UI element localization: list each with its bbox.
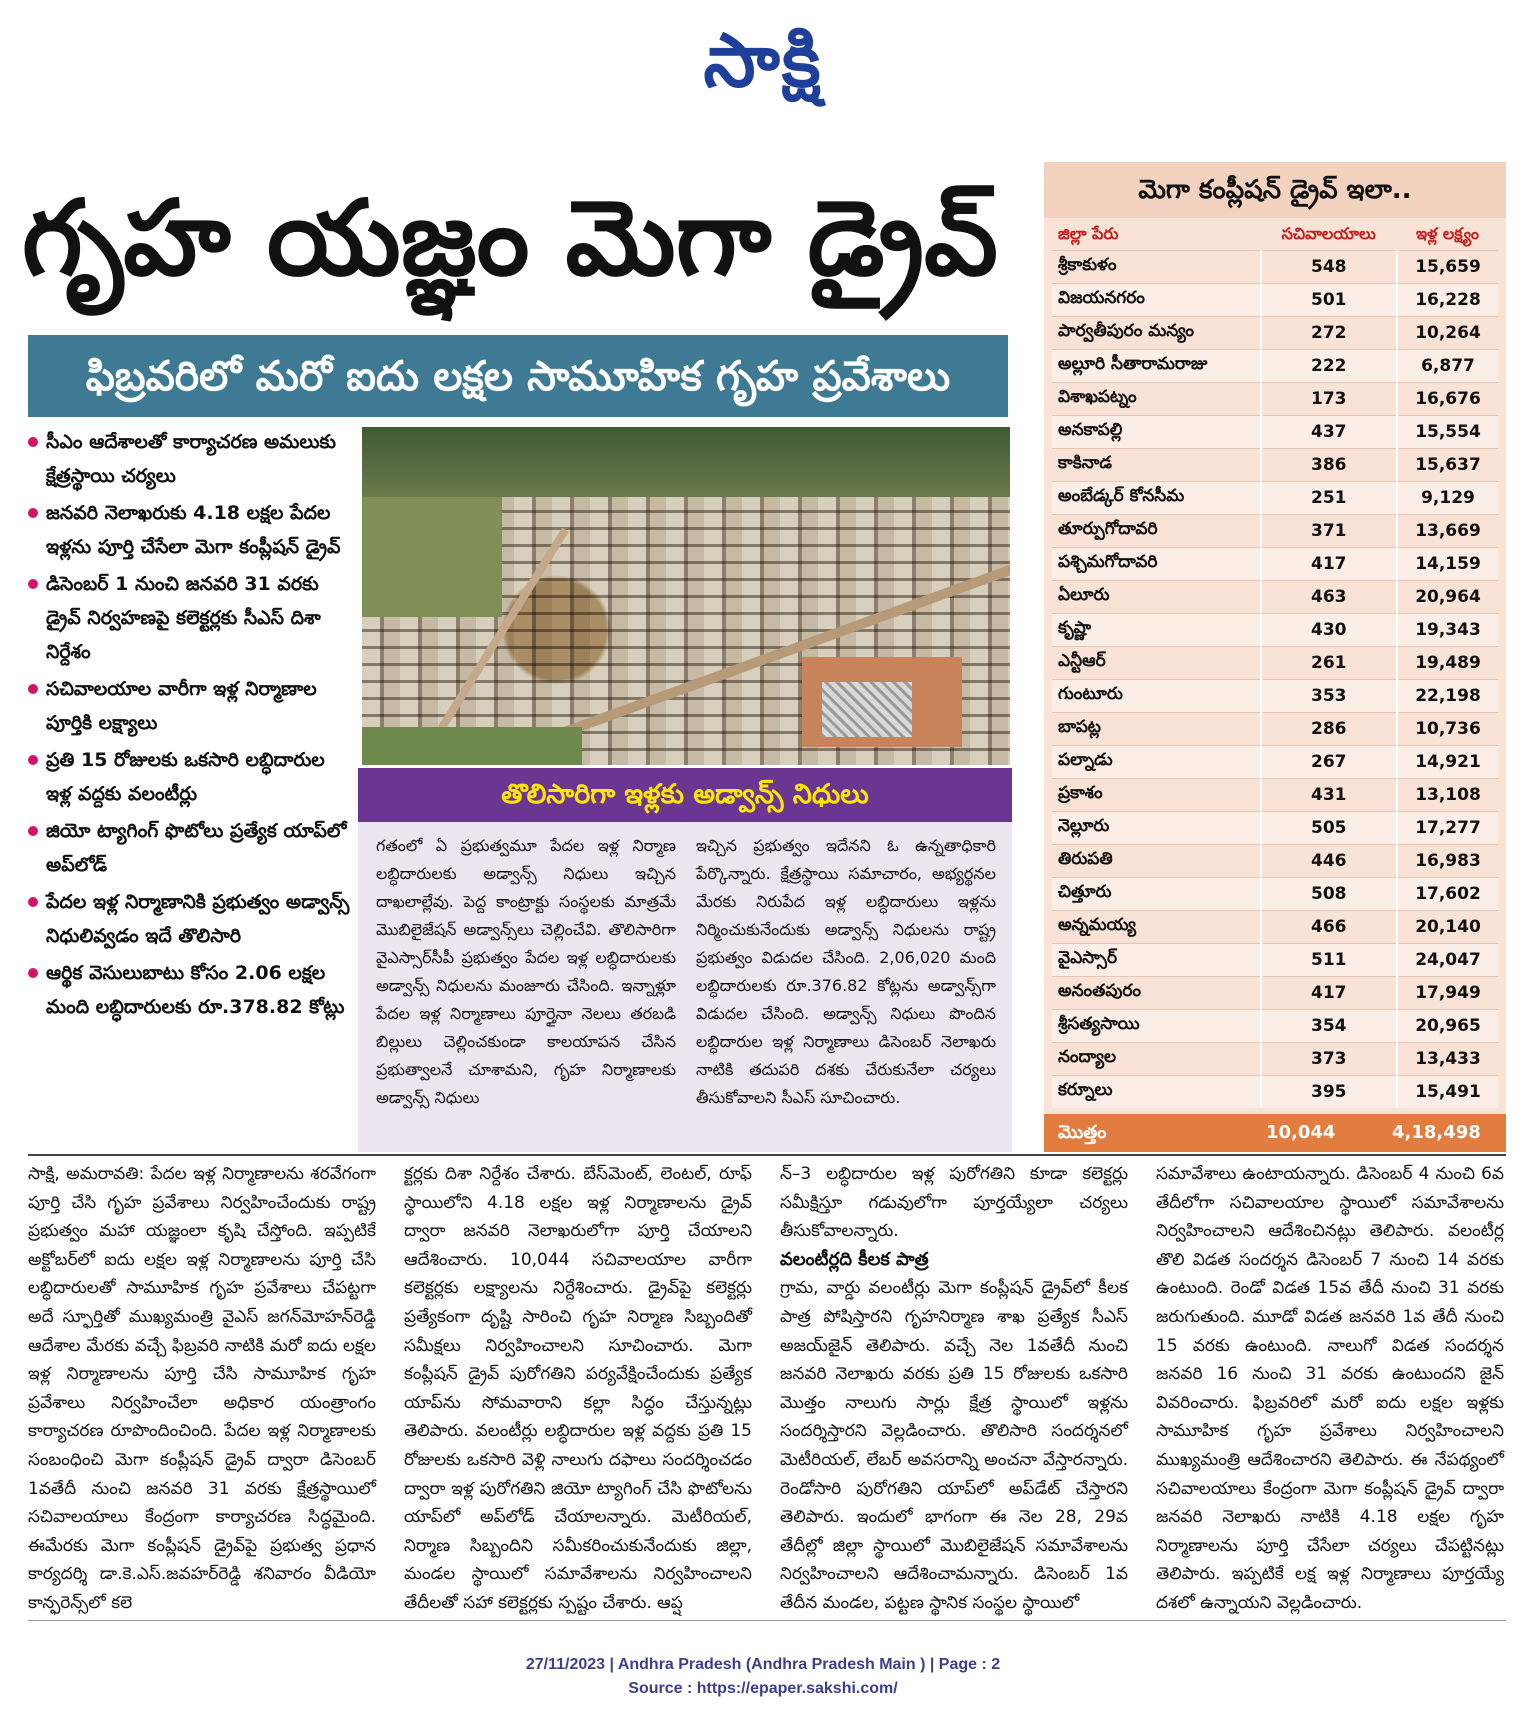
article-col-3	[780, 1160, 1128, 1618]
table-row	[1052, 911, 1498, 944]
cell-district: శ్రీసత్యసాయి	[1052, 1010, 1261, 1043]
article-col-2: క్టర్లకు దిశా నిర్దేశం చేశారు. బేస్‌మెంట్, లెంటల్, రూఫ్‌ స్థాయిలోని 4.18 లక్షల ఇళ్ల నిర్మాణాలను డ్రైవ్‌ ద్వారా జనవరి నెలాఖరులోగా పూర్తి చేయాలని ఆదేశించారు. 10,044 సచివాలయాల వారీగా కలెక్టర్లకు లక్ష్యాలను నిర్దేశించారు. డ్రైవ్‌పై కలెక్టర్లు ప్రత్యేకంగా దృష్టి సారించి గృహ నిర్మాణ సిబ్బందితో సమీక్షలు నిర్వహించాలని సూచించారు. మెగా కంప్లీషన్‌ డ్రైవ్‌ పురోగతిని పర్యవేక్షించేందుకు ప్రత్యేక యాప్‌ను సోమవారాని కల్లా సిద్ధం చేస్తున్నట్లు తెలిపారు. వలంటీర్లు లబ్ధిదారుల ఇళ్ల వద్దకు ప్రతి 15 రోజులకు ఒకసారి వెళ్లి నాలుగు దఫాలు సందర్శించడం ద్వారా ఇళ్ల పురోగతిని జియో ట్యాగింగ్‌ చేసి ఫొటోలను యాప్‌లో అప్‌లోడ్‌ చేయాలన్నారు. మెటీరియల్, నిర్మాణ సిబ్బందిని సమీకరించుకునేందుకు జిల్లా, మండల స్థాయిలో సమావేశాలను నిర్వహించాలని తేదీలతో సహా కలెక్టర్లకు స్పష్టం చేశారు. ఆప్ష	[404, 1164, 752, 1613]
highlight-item: సచివాలయాల వారీగా ఇళ్ల నిర్మాణాల పూర్తికి లక్ష్యాలు	[28, 672, 350, 740]
footer-source[interactable]: Source : https://epaper.sakshi.com/	[628, 1680, 898, 1697]
cell-district: వైఎస్సార్‌	[1052, 944, 1261, 977]
table-row	[1052, 1076, 1498, 1109]
divider	[28, 1154, 1506, 1156]
cell-houses: 14,159	[1397, 548, 1498, 581]
cell-secretariats: 548	[1261, 251, 1397, 284]
highlight-item: పేదల ఇళ్ల నిర్మాణానికి ప్రభుత్వం అడ్వాన్స్‌ నిధులివ్వడం ఇదే తొలిసారి	[28, 885, 350, 953]
cell-district: పార్వతీపురం మన్యం	[1052, 317, 1261, 350]
cell-secretariats: 222	[1261, 350, 1397, 383]
table-title: మెగా కంప్లీషన్‌ డ్రైవ్‌ ఇలా..	[1044, 162, 1506, 218]
cell-secretariats: 446	[1261, 845, 1397, 878]
photo-park	[362, 727, 582, 765]
table-row	[1052, 812, 1498, 845]
divider	[28, 1620, 1506, 1621]
total-secretariats: 10,044	[1266, 1122, 1336, 1143]
district-table-panel	[1044, 162, 1506, 1152]
cell-secretariats: 505	[1261, 812, 1397, 845]
highlight-item: జనవరి నెలాఖరుకు 4.18 లక్షల పేదల ఇళ్లను పూర్తి చేసేలా మెగా కంప్లీషన్‌ డ్రైవ్‌	[28, 496, 350, 564]
subheadline: ఫిబ్రవరిలో మరో ఐదు లక్షల సామూహిక గృహ ప్రవేశాలు	[28, 335, 1008, 417]
cell-houses: 16,228	[1397, 284, 1498, 317]
total-label: మొత్తం	[1058, 1122, 1107, 1143]
aerial-housing-photo	[362, 427, 1010, 765]
table-row	[1052, 977, 1498, 1010]
cell-district: కర్నూలు	[1052, 1076, 1261, 1109]
header-district: జిల్లా పేరు	[1058, 223, 1119, 243]
table-row	[1052, 878, 1498, 911]
cell-secretariats: 431	[1261, 779, 1397, 812]
cell-houses: 19,489	[1397, 647, 1498, 680]
cell-secretariats: 395	[1261, 1076, 1397, 1109]
table-row	[1052, 581, 1498, 614]
headline: గృహ యజ్ఞం మెగా డ్రైవ్	[22, 177, 998, 299]
table-header-row	[1052, 220, 1498, 251]
masthead-logo: సాక్షి	[703, 18, 823, 104]
cell-district: అల్లూరి సీతారామరాజు	[1052, 350, 1261, 383]
photo-field	[362, 497, 502, 617]
cell-houses: 15,491	[1397, 1076, 1498, 1109]
header-houses: ఇళ్ల లక్ష్యం	[1415, 223, 1479, 243]
cell-secretariats: 437	[1261, 416, 1397, 449]
cell-houses: 9,129	[1397, 482, 1498, 515]
cell-houses: 16,983	[1397, 845, 1498, 878]
article-col-3-body: గ్రామ, వార్డు వలంటీర్లు మెగా కంప్లీషన్‌ డ్రైవ్‌లో కీలక పాత్ర పోషిస్తారని గృహనిర్మాణ శాఖ ప్రత్యేక సీఎస్‌ అజయ్‌జైన్‌ తెలిపారు. వచ్చే నెల 1వతేదీ నుంచి జనవరి నెలాఖరు వరకు ప్రతి 15 రోజులకు ఒకసారి మొత్తం నాలుగు సార్లు క్షేత్ర స్థాయిలో ఇళ్లను సందర్శిస్తారని వెల్లడించారు. తొలిసారి సందర్శనలో మెటీరియల్, లేబర్‌ అవసరాన్ని అంచనా వేస్తారన్నారు. రెండోసారి పురోగతిని యాప్‌లో అప్‌డేట్‌ చేస్తారని తెలిపారు. ఇందులో భాగంగా ఈ నెల 28, 29వ తేదీల్లో జిల్లా స్థాయిలో మొబిలైజేషన్‌ సమావేశాలను నిర్వహించాలని ఆదేశించామన్నారు. డిసెంబర్‌ 1వ తేదీన మండల, పట్టణ స్థానిక సంస్థల స్థాయిలో	[780, 1278, 1128, 1613]
boxed-article	[358, 822, 1012, 1152]
cell-secretariats: 261	[1261, 647, 1397, 680]
photo-substation	[822, 682, 912, 737]
highlight-item: సీఎం ఆదేశాలతో కార్యాచరణ అమలుకు క్షేత్రస్థాయి చర్యలు	[28, 425, 350, 493]
cell-district: తూర్పుగోదావరి	[1052, 515, 1261, 548]
total-houses: 4,18,498	[1392, 1122, 1481, 1143]
header-secretariats: సచివాలయాలు	[1281, 223, 1376, 243]
cell-secretariats: 417	[1261, 977, 1397, 1010]
cell-district: గుంటూరు	[1052, 680, 1261, 713]
cell-houses: 17,602	[1397, 878, 1498, 911]
cell-houses: 24,047	[1397, 944, 1498, 977]
cell-secretariats: 353	[1261, 680, 1397, 713]
cell-houses: 10,264	[1397, 317, 1498, 350]
cell-houses: 17,949	[1397, 977, 1498, 1010]
cell-secretariats: 466	[1261, 911, 1397, 944]
cell-district: కృష్ణా	[1052, 614, 1261, 647]
boxed-col-2: ఇచ్చిన ప్రభుత్వం ఇదేనని ఓ ఉన్నతాధికారి పేర్కొన్నారు. క్షేత్రస్థాయి సమాచారం, అభ్యర్థనల మేరకు నిరుపేద ఇళ్ల లబ్ధిదారులు ఇళ్లను నిర్మించుకునేందుకు అడ్వాన్స్‌ నిధులను రాష్ట్ర ప్రభుత్వం విడుదల చేసింది. 2,06,020 మంది లబ్ధిదారులకు రూ.376.82 కోట్లను అడ్వాన్స్‌గా విడుదల చేసింది. అడ్వాన్స్‌ నిధులు పొందిన లబ్ధిదారుల ఇళ్ల నిర్మాణాలు డిసెంబర్‌ నెలాఖరు నాటికి తదుపరి దశకు చేరుకునేలా చర్యలు తీసుకోవాలని సీఎస్‌ సూచించారు.	[696, 836, 996, 1107]
cell-secretariats: 267	[1261, 746, 1397, 779]
cell-district: చిత్తూరు	[1052, 878, 1261, 911]
table-body	[1052, 251, 1498, 1109]
cell-houses: 13,108	[1397, 779, 1498, 812]
table-row	[1052, 482, 1498, 515]
cell-district: ఏలూరు	[1052, 581, 1261, 614]
cell-houses: 19,343	[1397, 614, 1498, 647]
cell-houses: 15,659	[1397, 251, 1498, 284]
cell-district: ఎన్టీఆర్‌	[1052, 647, 1261, 680]
boxed-col-1: గతంలో ఏ ప్రభుత్వమూ పేదల ఇళ్ల నిర్మాణ లబ్ధిదారులకు అడ్వాన్స్‌ నిధులు ఇచ్చిన దాఖలాల్లేవు. పెద్ద కాంట్రాక్టు సంస్థలకు మాత్రమే మొబిలైజేషన్‌ అడ్వాన్స్‌లు చెల్లించేవి. తొలిసారిగా వైఎస్సార్‌సీపీ ప్రభుత్వం పేదల ఇళ్ల లబ్ధిదారులకు అడ్వాన్స్‌ నిధులను మంజూరు చేసింది. ఇన్నాళ్లూ పేదల ఇళ్ల నిర్మాణాలు పూర్తైనా నెలలు తరబడి బిల్లులు చెల్లించకుండా కాలయాపన చేసిన ప్రభుత్వాలనే చూశామని, గృహ నిర్మాణాలకు అడ్వాన్స్‌ నిధులు	[376, 836, 676, 1107]
article-col-1: సాక్షి, అమరావతి: పేదల ఇళ్ల నిర్మాణాలను శరవేగంగా పూర్తి చేసి గృహ ప్రవేశాలు నిర్వహించేందుకు రాష్ట్ర ప్రభుత్వం మహా యజ్ఞంలా కృషి చేస్తోంది. ఇప్పటికే అక్టోబర్‌లో ఐదు లక్షల ఇళ్ల నిర్మాణాలను పూర్తి చేసి లబ్ధిదారులతో సామూహిక గృహ ప్రవేశాలు చేపట్టగా అదే స్ఫూర్తితో ముఖ్యమంత్రి వైఎస్‌ జగన్‌మోహన్‌రెడ్డి ఆదేశాల మేరకు వచ్చే ఫిబ్రవరి నాటికి మరో ఐదు లక్షల ఇళ్ల నిర్మాణాలను పూర్తి చేసి సామూహిక గృహ ప్రవేశాలు నిర్వహించేలా అధికార యంత్రాంగం కార్యాచరణ రూపొందించింది. పేదల ఇళ్ల నిర్మాణాలకు సంబంధించి మెగా కంప్లీషన్‌ డ్రైవ్‌ ద్వారా డిసెంబర్‌ 1వతేదీ నుంచి జనవరి 31 వరకు క్షేత్రస్థాయిలో సచివాలయాలు కేంద్రంగా కార్యాచరణ సిద్ధమైంది. ఈమేరకు మెగా కంప్లీషన్‌ డ్రైవ్‌పై ప్రభుత్వ ప్రధాన కార్యదర్శి డా.కె.ఎస్‌.జవహర్‌రెడ్డి శనివారం వీడియో కాన్ఫరెన్స్‌లో కలె	[28, 1164, 376, 1613]
cell-secretariats: 501	[1261, 284, 1397, 317]
highlight-item: ప్రతి 15 రోజులకు ఒకసారి లబ్ధిదారుల ఇళ్ల వద్దకు వలంటీర్లు	[28, 743, 350, 811]
cell-secretariats: 354	[1261, 1010, 1397, 1043]
cell-houses: 16,676	[1397, 383, 1498, 416]
table-total-row	[1044, 1114, 1506, 1152]
table-row	[1052, 746, 1498, 779]
table-row	[1052, 779, 1498, 812]
cell-secretariats: 508	[1261, 878, 1397, 911]
cell-district: అన్నమయ్య	[1052, 911, 1261, 944]
cell-secretariats: 286	[1261, 713, 1397, 746]
table-row	[1052, 515, 1498, 548]
table-row	[1052, 251, 1498, 284]
cell-secretariats: 373	[1261, 1043, 1397, 1076]
highlight-item: ఆర్థిక వెసులుబాటు కోసం 2.06 లక్షల మంది లబ్ధిదారులకు రూ.378.82 కోట్లు	[28, 956, 350, 1024]
cell-houses: 10,736	[1397, 713, 1498, 746]
article-col-4: సమావేశాలు ఉంటాయన్నారు. డిసెంబర్‌ 4 నుంచి 6వ తేదీలోగా సచివాలయాల స్థాయిలో సమావేశాలను నిర్వహించాలని ఆదేశించినట్లు తెలిపారు. వలంటీర్ల తొలి విడత సందర్శన డిసెంబర్‌ 7 నుంచి 14 వరకు ఉంటుంది. రెండో విడత 15వ తేదీ నుంచి 31 వరకు జరుగుతుంది. మూడో విడత జనవరి 1వ తేదీ నుంచి 15 వరకు ఉంటుంది. నాలుగో విడత సందర్శన జనవరి 16 నుంచి 31 వరకు ఉంటుందని జైన్‌ వివరించారు. ఫిబ్రవరిలో మరో ఐదు లక్షల ఇళ్లకు సామూహిక గృహ ప్రవేశాలు నిర్వహించాలని ముఖ్యమంత్రి ఆదేశించారని తెలిపారు. ఈ నేపథ్యంలో సచివాలయాలు కేంద్రంగా మెగా కంప్లీషన్‌ డ్రైవ్‌ ద్వారా జనవరి నెలాఖరు నాటికి 4.18 లక్షల గృహ నిర్మాణాలను పూర్తి చేసేలా చర్యలు చేపట్టినట్లు తెలిపారు. ఇప్పటికే లక్ష ఇళ్ల నిర్మాణాలు పూర్తయ్యే దశలో ఉన్నాయని వెల్లడించారు.	[1156, 1164, 1504, 1613]
table-row	[1052, 944, 1498, 977]
table-row	[1052, 713, 1498, 746]
photo-forest	[362, 427, 1010, 497]
cell-secretariats: 511	[1261, 944, 1397, 977]
cell-district: ప్రకాశం	[1052, 779, 1261, 812]
table-row	[1052, 383, 1498, 416]
cell-district: అనకాపల్లి	[1052, 416, 1261, 449]
table-row	[1052, 1010, 1498, 1043]
cell-secretariats: 371	[1261, 515, 1397, 548]
cell-secretariats: 463	[1261, 581, 1397, 614]
cell-secretariats: 430	[1261, 614, 1397, 647]
cell-district: తిరుపతి	[1052, 845, 1261, 878]
cell-houses: 13,433	[1397, 1043, 1498, 1076]
table-row	[1052, 548, 1498, 581]
table-row	[1052, 350, 1498, 383]
article-subtitle: వలంటీర్లది కీలక పాత్ర	[780, 1248, 929, 1270]
cell-houses: 15,637	[1397, 449, 1498, 482]
cell-district: పశ్చిమగోదావరి	[1052, 548, 1261, 581]
table-row	[1052, 449, 1498, 482]
cell-houses: 15,554	[1397, 416, 1498, 449]
cell-district: శ్రీకాకుళం	[1052, 251, 1261, 284]
cell-district: అనంతపురం	[1052, 977, 1261, 1010]
cell-district: విజయనగరం	[1052, 284, 1261, 317]
cell-district: విశాఖపట్నం	[1052, 383, 1261, 416]
cell-houses: 20,965	[1397, 1010, 1498, 1043]
main-article	[28, 1160, 1506, 1620]
table-row	[1052, 845, 1498, 878]
footer	[0, 1653, 1526, 1701]
cell-district: పల్నాడు	[1052, 746, 1261, 779]
cell-district: అంబేడ్కర్‌ కోనసీమ	[1052, 482, 1261, 515]
table-row	[1052, 680, 1498, 713]
cell-houses: 20,964	[1397, 581, 1498, 614]
cell-secretariats: 386	[1261, 449, 1397, 482]
highlight-item: డిసెంబర్‌ 1 నుంచి జనవరి 31 వరకు డ్రైవ్‌ నిర్వహణపై కలెక్టర్లకు సీఎస్‌ దిశా నిర్దేశం	[28, 567, 350, 669]
district-table	[1052, 220, 1498, 1108]
highlight-item: జియో ట్యాగింగ్‌ ఫొటోలు ప్రత్యేక యాప్‌లో అప్‌లోడ్‌	[28, 814, 350, 882]
table-row	[1052, 1043, 1498, 1076]
cell-secretariats: 272	[1261, 317, 1397, 350]
cell-district: నెల్లూరు	[1052, 812, 1261, 845]
cell-secretariats: 251	[1261, 482, 1397, 515]
cell-houses: 17,277	[1397, 812, 1498, 845]
table-row	[1052, 416, 1498, 449]
cell-houses: 6,877	[1397, 350, 1498, 383]
cell-district: కాకినాడ	[1052, 449, 1261, 482]
cell-district: నంద్యాల	[1052, 1043, 1261, 1076]
table-row	[1052, 317, 1498, 350]
cell-secretariats: 417	[1261, 548, 1397, 581]
cell-houses: 14,921	[1397, 746, 1498, 779]
highlights-list	[28, 425, 350, 1027]
table-row	[1052, 284, 1498, 317]
cell-houses: 20,140	[1397, 911, 1498, 944]
table-row	[1052, 614, 1498, 647]
article-col-3-intro: న్‌–3 లబ్ధిదారుల ఇళ్ల పురోగతిని కూడా కలెక్టర్లు సమీక్షిస్తూ గడువులోగా పూర్తయ్యేలా చర్యలు తీసుకోవాలన్నారు.	[780, 1164, 1128, 1242]
cell-secretariats: 173	[1261, 383, 1397, 416]
table-row	[1052, 647, 1498, 680]
boxed-banner: తొలిసారిగా ఇళ్లకు అడ్వాన్స్‌ నిధులు	[358, 768, 1012, 822]
cell-houses: 13,669	[1397, 515, 1498, 548]
footer-date-page: 27/11/2023 | Andhra Pradesh (Andhra Pradesh Main ) | Page : 2	[525, 1656, 1001, 1673]
cell-district: బాపట్ల	[1052, 713, 1261, 746]
cell-houses: 22,198	[1397, 680, 1498, 713]
